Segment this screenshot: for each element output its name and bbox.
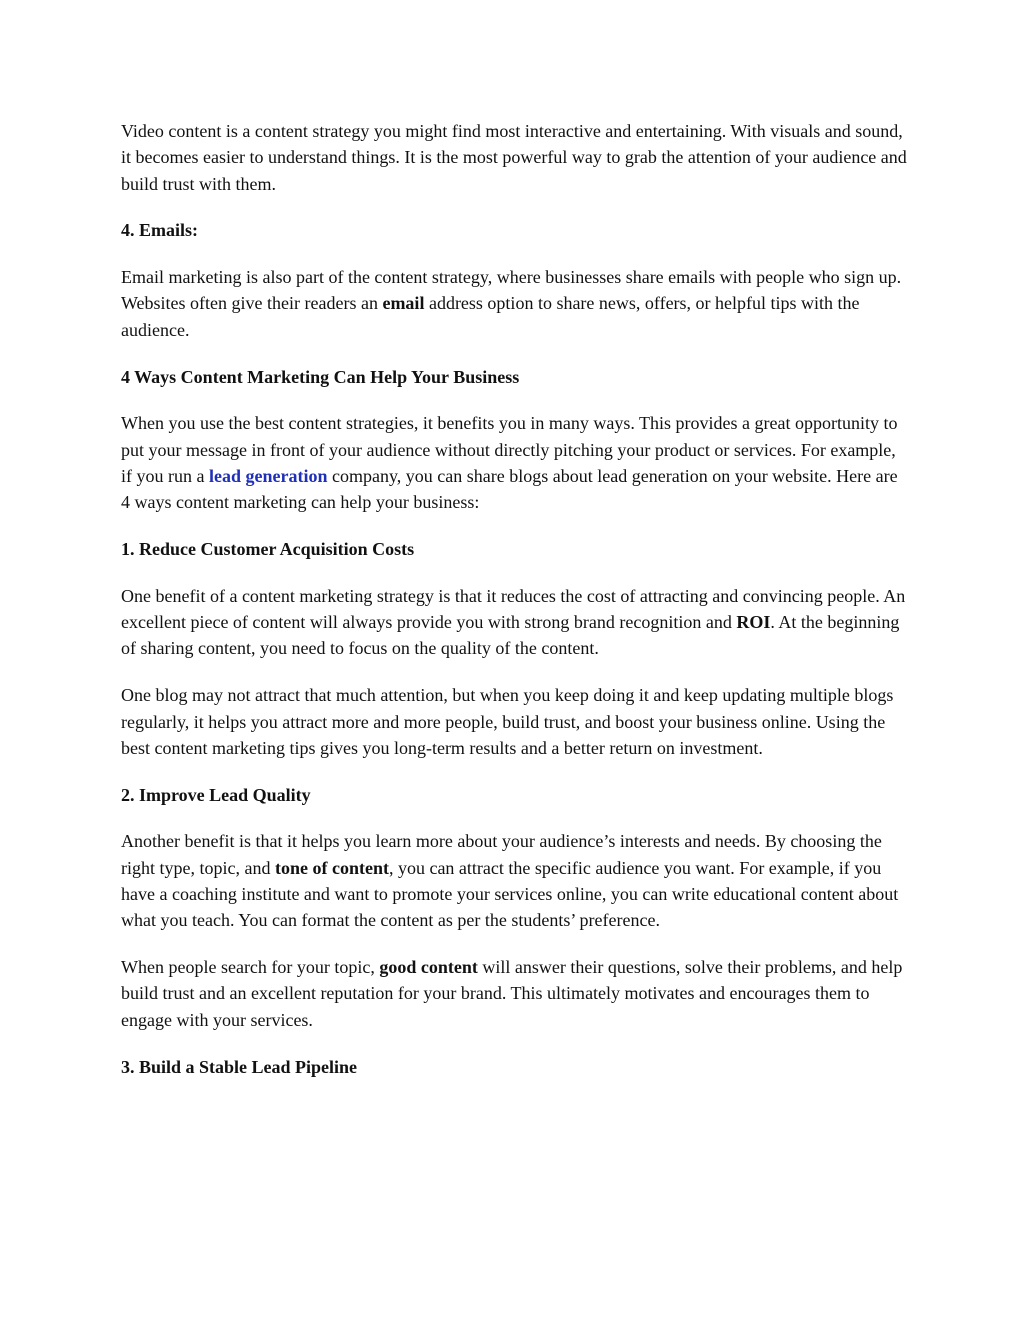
text-span: Another benefit is that it helps you learn more about your audience’s interests and needs. By choosing the right type, topic, and: [121, 831, 882, 878]
lead-generation-link[interactable]: lead generation: [208, 465, 328, 486]
bold-tone-of-content: tone of content: [274, 857, 389, 878]
paragraph-reduce-costs-2: One blog may not attract that much attention, but when you keep doing it and keep updating multiple blogs regularly, it helps you attract more and more people, build trust, and boost your business online. Using the best content marketing tips gives you long-term results and a better return on investment.: [121, 685, 894, 758]
paragraph-email-marketing: [121, 264, 911, 343]
document-page: [121, 118, 911, 1100]
paragraph-benefits: [121, 410, 911, 515]
paragraph-improve-1: [121, 828, 911, 933]
bold-email: email: [382, 293, 425, 314]
paragraph-improve-2: [121, 954, 911, 1033]
heading-four-ways: 4 Ways Content Marketing Can Help Your Business: [121, 366, 520, 387]
text-span: One benefit of a content marketing strategy is that it reduces the cost of attracting and convincing people. An excellent piece of content will always provide you with strong brand recognition and: [121, 585, 906, 633]
text-span: will answer their questions, solve their problems, and help build trust and an excellent reputation for your brand. This ultimately motivates and encourages them to engage with your services.: [121, 957, 903, 1030]
bold-good-content: good content: [379, 957, 478, 978]
paragraph-video-content: Video content is a content strategy you might find most interactive and entertaining. With visuals and sound, it becomes easier to understand things. It is the most powerful way to grab the attention of your audience and build trust with them.: [121, 121, 907, 194]
text-span: company, you can share blogs about lead generation on your website. Here are 4 ways content marketing can help your business:: [121, 465, 898, 513]
text-span: When you use the best content strategies, it benefits you in many ways. This provides a great opportunity to put your message in front of your audience without directly pitching your product or services. For example, if you run a: [121, 413, 898, 486]
heading-emails: 4. Emails:: [121, 220, 199, 241]
paragraph-reduce-costs-1: [121, 583, 911, 662]
text-span: , you can attract the specific audience you want. For example, if you have a coaching institute and want to promote your services online, you can write educational content about what you teach. You can format the content as per the students’ preference.: [121, 857, 899, 931]
bold-roi: ROI: [736, 612, 771, 633]
text-span: When people search for your topic,: [121, 957, 380, 978]
text-span: address option to share news, offers, or helpful tips with the audience.: [121, 293, 860, 340]
heading-lead-pipeline: 3. Build a Stable Lead Pipeline: [121, 1056, 358, 1077]
text-span: Email marketing is also part of the content strategy, where businesses share emails with people who sign up. Websites often give their readers an: [121, 267, 902, 314]
heading-improve-lead-quality: 2. Improve Lead Quality: [121, 784, 311, 805]
heading-reduce-costs: 1. Reduce Customer Acquisition Costs: [121, 539, 415, 560]
text-span: . At the beginning of sharing content, you need to focus on the quality of the content.: [121, 612, 900, 659]
